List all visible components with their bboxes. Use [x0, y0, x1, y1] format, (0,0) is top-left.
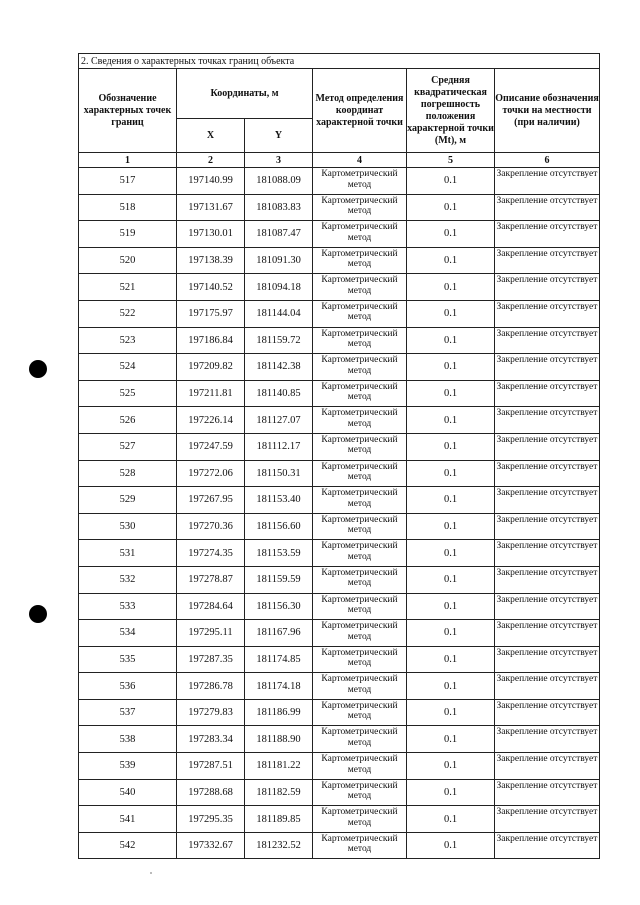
method-cell: Картометрический метод: [313, 806, 407, 833]
header-point-designation: Обозначение характерных точек границ: [79, 69, 177, 153]
table-row: [79, 699, 600, 726]
error-cell: 0.1: [407, 380, 495, 407]
x-coordinate-cell: 197131.67: [177, 194, 245, 221]
method-cell: Картометрический метод: [313, 513, 407, 540]
error-cell: 0.1: [407, 407, 495, 434]
description-cell: Закрепление отсутствует: [495, 487, 600, 514]
table-row: [79, 620, 600, 647]
y-coordinate-cell: 181232.52: [245, 832, 313, 859]
point-cell: 518: [79, 194, 177, 221]
y-coordinate-cell: 181083.83: [245, 194, 313, 221]
x-coordinate-cell: 197211.81: [177, 380, 245, 407]
y-coordinate-cell: 181087.47: [245, 221, 313, 248]
y-coordinate-cell: 181167.96: [245, 620, 313, 647]
error-cell: 0.1: [407, 354, 495, 381]
method-cell: Картометрический метод: [313, 460, 407, 487]
method-cell: Картометрический метод: [313, 646, 407, 673]
y-coordinate-cell: 181150.31: [245, 460, 313, 487]
method-cell: Картометрический метод: [313, 433, 407, 460]
point-cell: 533: [79, 593, 177, 620]
table-row: [79, 753, 600, 780]
y-coordinate-cell: 181094.18: [245, 274, 313, 301]
y-coordinate-cell: 181142.38: [245, 354, 313, 381]
method-cell: Картометрический метод: [313, 274, 407, 301]
error-cell: 0.1: [407, 593, 495, 620]
method-cell: Картометрический метод: [313, 407, 407, 434]
point-cell: 517: [79, 168, 177, 195]
table-body: [79, 168, 600, 859]
point-cell: 540: [79, 779, 177, 806]
method-cell: Картометрический метод: [313, 673, 407, 700]
error-cell: 0.1: [407, 221, 495, 248]
table-row: [79, 407, 600, 434]
x-coordinate-cell: 197267.95: [177, 487, 245, 514]
y-coordinate-cell: 181088.09: [245, 168, 313, 195]
point-cell: 527: [79, 433, 177, 460]
x-coordinate-cell: 197295.11: [177, 620, 245, 647]
point-cell: 526: [79, 407, 177, 434]
description-cell: Закрепление отсутствует: [495, 327, 600, 354]
description-cell: Закрепление отсутствует: [495, 540, 600, 567]
table-row: [79, 726, 600, 753]
description-cell: Закрепление отсутствует: [495, 407, 600, 434]
method-cell: Картометрический метод: [313, 620, 407, 647]
column-number-6: 6: [495, 153, 600, 168]
method-cell: Картометрический метод: [313, 327, 407, 354]
y-coordinate-cell: 181188.90: [245, 726, 313, 753]
x-coordinate-cell: 197209.82: [177, 354, 245, 381]
error-cell: 0.1: [407, 646, 495, 673]
table-row: [79, 593, 600, 620]
table-row: [79, 566, 600, 593]
x-coordinate-cell: 197332.67: [177, 832, 245, 859]
method-cell: Картометрический метод: [313, 540, 407, 567]
point-cell: 534: [79, 620, 177, 647]
table-row: [79, 354, 600, 381]
description-cell: Закрепление отсутствует: [495, 380, 600, 407]
point-cell: 537: [79, 699, 177, 726]
error-cell: 0.1: [407, 806, 495, 833]
error-cell: 0.1: [407, 779, 495, 806]
y-coordinate-cell: 181159.72: [245, 327, 313, 354]
point-cell: 538: [79, 726, 177, 753]
y-coordinate-cell: 181112.17: [245, 433, 313, 460]
description-cell: Закрепление отсутствует: [495, 194, 600, 221]
x-coordinate-cell: 197274.35: [177, 540, 245, 567]
method-cell: Картометрический метод: [313, 247, 407, 274]
point-cell: 520: [79, 247, 177, 274]
error-cell: 0.1: [407, 673, 495, 700]
description-cell: Закрепление отсутствует: [495, 673, 600, 700]
header-method: Метод определения координат характерной точки: [313, 69, 407, 153]
error-cell: 0.1: [407, 327, 495, 354]
punch-hole-upper: [29, 360, 47, 378]
error-cell: 0.1: [407, 433, 495, 460]
column-number-1: 1: [79, 153, 177, 168]
point-cell: 532: [79, 566, 177, 593]
y-coordinate-cell: 181174.18: [245, 673, 313, 700]
table-row: [79, 380, 600, 407]
description-cell: Закрепление отсутствует: [495, 593, 600, 620]
description-cell: Закрепление отсутствует: [495, 753, 600, 780]
error-cell: 0.1: [407, 620, 495, 647]
point-cell: 529: [79, 487, 177, 514]
y-coordinate-cell: 181156.60: [245, 513, 313, 540]
point-cell: 519: [79, 221, 177, 248]
point-cell: 522: [79, 300, 177, 327]
method-cell: Картометрический метод: [313, 566, 407, 593]
punch-hole-lower: [29, 605, 47, 623]
description-cell: Закрепление отсутствует: [495, 354, 600, 381]
y-coordinate-cell: 181144.04: [245, 300, 313, 327]
section-title: 2. Сведения о характерных точках границ объекта: [79, 54, 600, 69]
description-cell: Закрепление отсутствует: [495, 513, 600, 540]
column-number-2: 2: [177, 153, 245, 168]
table-row: [79, 274, 600, 301]
header-x: X: [177, 119, 245, 153]
point-cell: 530: [79, 513, 177, 540]
x-coordinate-cell: 197272.06: [177, 460, 245, 487]
x-coordinate-cell: 197130.01: [177, 221, 245, 248]
table-row: [79, 487, 600, 514]
method-cell: Картометрический метод: [313, 221, 407, 248]
x-coordinate-cell: 197140.99: [177, 168, 245, 195]
table-row: [79, 540, 600, 567]
x-coordinate-cell: 197270.36: [177, 513, 245, 540]
description-cell: Закрепление отсутствует: [495, 726, 600, 753]
x-coordinate-cell: 197175.97: [177, 300, 245, 327]
point-cell: 525: [79, 380, 177, 407]
y-coordinate-cell: 181181.22: [245, 753, 313, 780]
y-coordinate-cell: 181174.85: [245, 646, 313, 673]
error-cell: 0.1: [407, 566, 495, 593]
description-cell: Закрепление отсутствует: [495, 247, 600, 274]
error-cell: 0.1: [407, 513, 495, 540]
table-row: [79, 433, 600, 460]
error-cell: 0.1: [407, 726, 495, 753]
method-cell: Картометрический метод: [313, 300, 407, 327]
x-coordinate-cell: 197278.87: [177, 566, 245, 593]
table-row: [79, 194, 600, 221]
x-coordinate-cell: 197286.78: [177, 673, 245, 700]
method-cell: Картометрический метод: [313, 168, 407, 195]
x-coordinate-cell: 197226.14: [177, 407, 245, 434]
description-cell: Закрепление отсутствует: [495, 433, 600, 460]
description-cell: Закрепление отсутствует: [495, 779, 600, 806]
table-row: [79, 832, 600, 859]
point-cell: 521: [79, 274, 177, 301]
error-cell: 0.1: [407, 274, 495, 301]
description-cell: Закрепление отсутствует: [495, 460, 600, 487]
x-coordinate-cell: 197287.51: [177, 753, 245, 780]
x-coordinate-cell: 197140.52: [177, 274, 245, 301]
y-coordinate-cell: 181153.40: [245, 487, 313, 514]
y-coordinate-cell: 181182.59: [245, 779, 313, 806]
description-cell: Закрепление отсутствует: [495, 168, 600, 195]
table-row: [79, 646, 600, 673]
x-coordinate-cell: 197283.34: [177, 726, 245, 753]
description-cell: Закрепление отсутствует: [495, 806, 600, 833]
y-coordinate-cell: 181189.85: [245, 806, 313, 833]
error-cell: 0.1: [407, 300, 495, 327]
x-coordinate-cell: 197287.35: [177, 646, 245, 673]
error-cell: 0.1: [407, 753, 495, 780]
error-cell: 0.1: [407, 487, 495, 514]
x-coordinate-cell: 197284.64: [177, 593, 245, 620]
description-cell: Закрепление отсутствует: [495, 832, 600, 859]
method-cell: Картометрический метод: [313, 354, 407, 381]
method-cell: Картометрический метод: [313, 779, 407, 806]
x-coordinate-cell: 197295.35: [177, 806, 245, 833]
point-cell: 524: [79, 354, 177, 381]
header-y: Y: [245, 119, 313, 153]
point-cell: 535: [79, 646, 177, 673]
table-row: [79, 673, 600, 700]
error-cell: 0.1: [407, 168, 495, 195]
point-cell: 536: [79, 673, 177, 700]
column-number-4: 4: [313, 153, 407, 168]
y-coordinate-cell: 181153.59: [245, 540, 313, 567]
point-cell: 539: [79, 753, 177, 780]
x-coordinate-cell: 197279.83: [177, 699, 245, 726]
y-coordinate-cell: 181159.59: [245, 566, 313, 593]
scan-speck: [150, 872, 152, 874]
table-row: [79, 168, 600, 195]
table-row: [79, 247, 600, 274]
method-cell: Картометрический метод: [313, 380, 407, 407]
error-cell: 0.1: [407, 247, 495, 274]
error-cell: 0.1: [407, 540, 495, 567]
method-cell: Картометрический метод: [313, 593, 407, 620]
description-cell: Закрепление отсутствует: [495, 300, 600, 327]
description-cell: Закрепление отсутствует: [495, 274, 600, 301]
description-cell: Закрепление отсутствует: [495, 699, 600, 726]
table-row: [79, 221, 600, 248]
point-cell: 542: [79, 832, 177, 859]
table-row: [79, 513, 600, 540]
method-cell: Картометрический метод: [313, 699, 407, 726]
description-cell: Закрепление отсутствует: [495, 620, 600, 647]
table-row: [79, 806, 600, 833]
x-coordinate-cell: 197186.84: [177, 327, 245, 354]
header-coordinates: Координаты, м: [177, 69, 313, 119]
method-cell: Картометрический метод: [313, 487, 407, 514]
y-coordinate-cell: 181156.30: [245, 593, 313, 620]
error-cell: 0.1: [407, 460, 495, 487]
description-cell: Закрепление отсутствует: [495, 646, 600, 673]
point-cell: 531: [79, 540, 177, 567]
table-row: [79, 779, 600, 806]
x-coordinate-cell: 197247.59: [177, 433, 245, 460]
x-coordinate-cell: 197288.68: [177, 779, 245, 806]
error-cell: 0.1: [407, 699, 495, 726]
y-coordinate-cell: 181186.99: [245, 699, 313, 726]
x-coordinate-cell: 197138.39: [177, 247, 245, 274]
boundary-points-table: [78, 53, 600, 859]
y-coordinate-cell: 181140.85: [245, 380, 313, 407]
table-row: [79, 460, 600, 487]
error-cell: 0.1: [407, 832, 495, 859]
point-cell: 528: [79, 460, 177, 487]
point-cell: 541: [79, 806, 177, 833]
error-cell: 0.1: [407, 194, 495, 221]
document-page: [78, 53, 599, 859]
method-cell: Картометрический метод: [313, 194, 407, 221]
table-row: [79, 300, 600, 327]
column-number-3: 3: [245, 153, 313, 168]
y-coordinate-cell: 181127.07: [245, 407, 313, 434]
description-cell: Закрепление отсутствует: [495, 566, 600, 593]
column-number-5: 5: [407, 153, 495, 168]
header-error: Средняя квадратическая погрешность положения характерной точки (Mt), м: [407, 69, 495, 153]
method-cell: Картометрический метод: [313, 753, 407, 780]
table-row: [79, 327, 600, 354]
header-description: Описание обозначения точки на местности (при наличии): [495, 69, 600, 153]
y-coordinate-cell: 181091.30: [245, 247, 313, 274]
method-cell: Картометрический метод: [313, 726, 407, 753]
method-cell: Картометрический метод: [313, 832, 407, 859]
point-cell: 523: [79, 327, 177, 354]
description-cell: Закрепление отсутствует: [495, 221, 600, 248]
